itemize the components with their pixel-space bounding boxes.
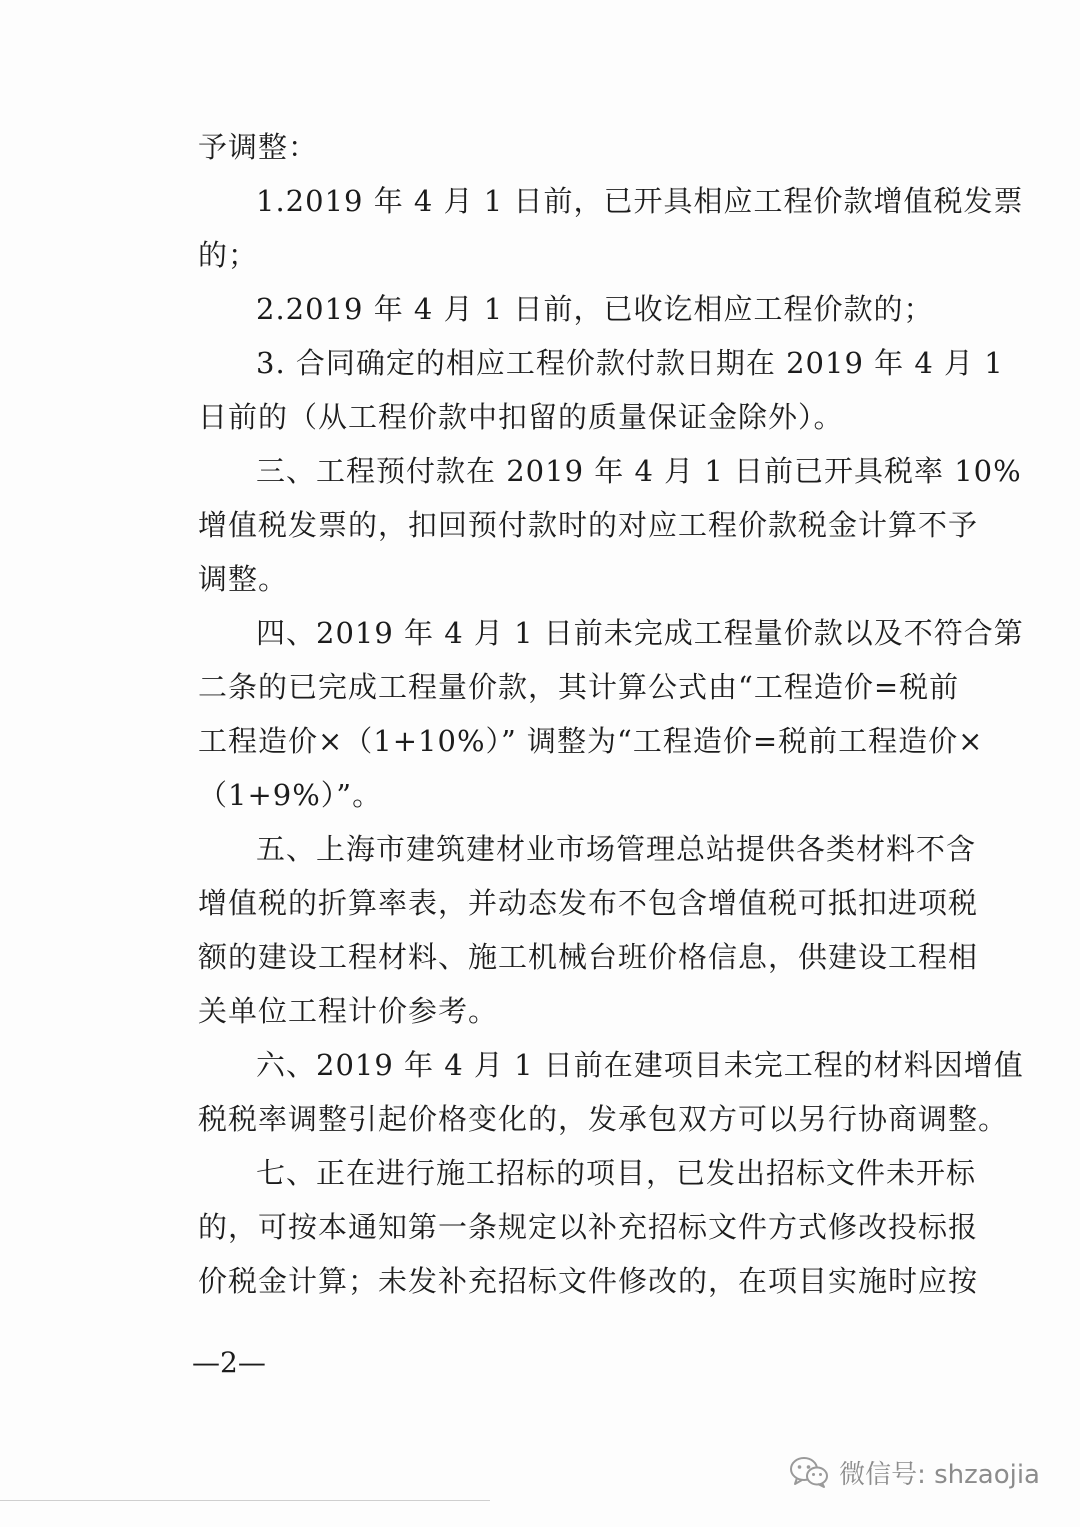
- text-line: 予调整：: [198, 130, 319, 164]
- text-line: 额的建设工程材料、施工机械台班价格信息，供建设工程相: [198, 940, 979, 974]
- text-line: 3. 合同确定的相应工程价款付款日期在 2019 年 4 月 1: [256, 346, 1004, 380]
- wechat-icon: [789, 1455, 829, 1489]
- text-line: 六、2019 年 4 月 1 日前在建项目未完工程的材料因增值: [256, 1048, 1024, 1082]
- text-line: 的；: [198, 238, 259, 272]
- text-line: 税税率调整引起价格变化的，发承包双方可以另行协商调整。: [198, 1102, 1009, 1136]
- text-line: 调整。: [198, 562, 289, 596]
- bottom-divider: [0, 1500, 490, 1501]
- text-line: 三、工程预付款在 2019 年 4 月 1 日前已开具税率 10%: [256, 454, 1022, 488]
- watermark-text: 微信号: shzaojia: [839, 1459, 1040, 1490]
- text-line: 2.2019 年 4 月 1 日前，已收讫相应工程价款的；: [256, 292, 934, 326]
- text-line: 的，可按本通知第一条规定以补充招标文件方式修改投标报: [198, 1210, 979, 1244]
- text-line: 价税金计算；未发补充招标文件修改的，在项目实施时应按: [198, 1264, 979, 1298]
- text-line: 1.2019 年 4 月 1 日前，已开具相应工程价款增值税发票: [256, 184, 1024, 218]
- text-line: 关单位工程计价参考。: [198, 994, 499, 1028]
- text-line: 五、上海市建筑建材业市场管理总站提供各类材料不含: [256, 832, 977, 866]
- wechat-watermark: [789, 1452, 1040, 1492]
- document-body: [198, 120, 1024, 1308]
- page-number: —2—: [192, 1346, 266, 1379]
- text-line: 工程造价×（1+10%）” 调整为“工程造价=税前工程造价×: [198, 724, 984, 758]
- text-line: 增值税发票的，扣回预付款时的对应工程价款税金计算不予: [198, 508, 979, 542]
- text-line: 增值税的折算率表，并动态发布不包含增值税可抵扣进项税: [198, 886, 979, 920]
- text-line: 七、正在进行施工招标的项目，已发出招标文件未开标: [256, 1156, 977, 1190]
- text-line: （1+9%）”。: [198, 778, 383, 812]
- text-line: 日前的（从工程价款中扣留的质量保证金除外）。: [198, 400, 844, 434]
- text-line: 二条的已完成工程量价款，其计算公式由“工程造价=税前: [198, 670, 960, 704]
- text-line: 四、2019 年 4 月 1 日前未完成工程量价款以及不符合第: [256, 616, 1024, 650]
